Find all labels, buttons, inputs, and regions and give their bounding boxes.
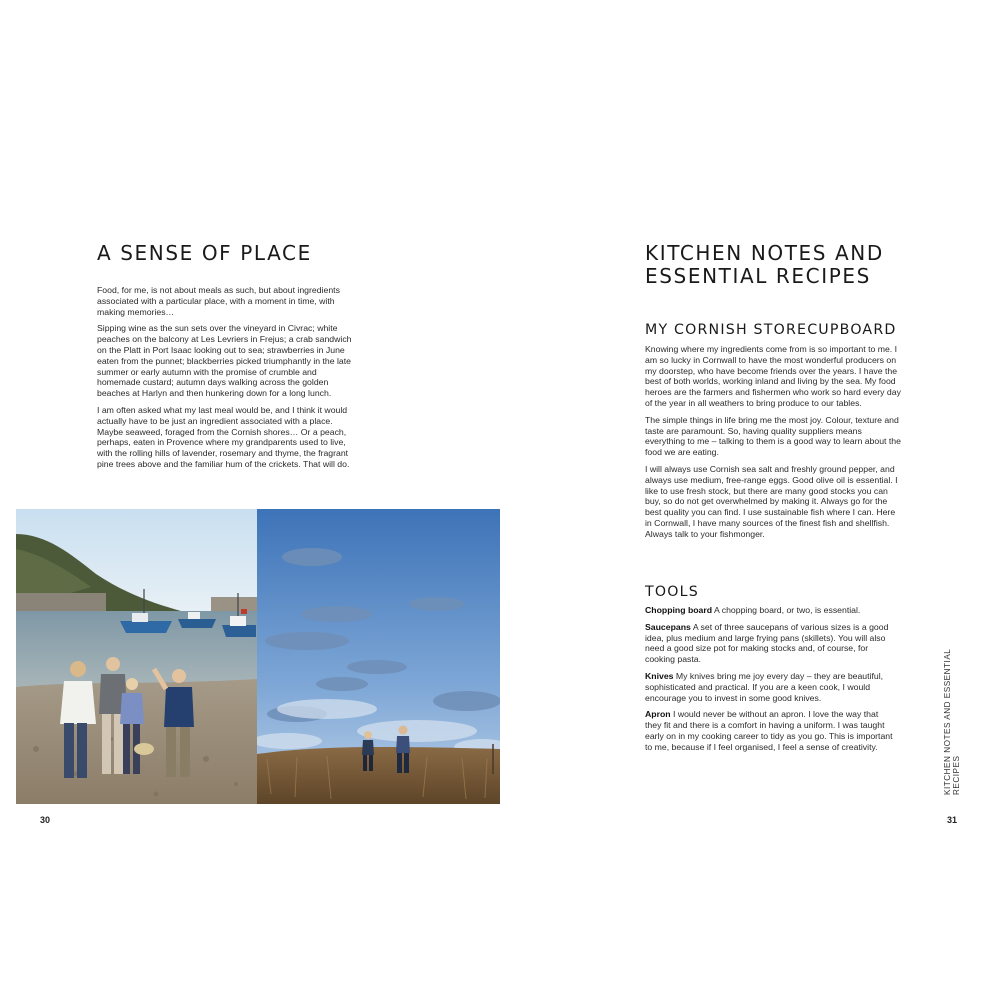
paragraph: Knowing where my ingredients come from is so important to me. I am so lucky in Cornwall to have the most wonderful producers on my doorstep, who have become friends over the years. I have the best of both worlds, working inland and living by the sea. My food heroes are the farmers and fishermen who work so hard every day of the year in all weathers to bring produce to our tables.	[645, 344, 901, 408]
tool-entry	[645, 605, 895, 616]
tool-term: Apron	[645, 709, 671, 720]
coastal-walk-photo	[257, 509, 500, 804]
right-page	[500, 0, 1000, 1000]
tool-description: A set of three saucepans of various sizes is a good idea, plus medium and large frying pans (skillets). You will also need a good size pot for making stocks and, of course, for cooking pasta.	[645, 621, 889, 665]
tool-description: My knives bring me joy every day – they are beautiful, sophisticated and practical. If you are a keen cook, I would encourage you to invest in some good knives.	[645, 670, 884, 703]
running-head: KITCHEN NOTES AND ESSENTIAL RECIPES	[943, 648, 961, 795]
chapter-heading-line-2: ESSENTIAL RECIPES	[645, 264, 871, 288]
chapter-heading-line-1: KITCHEN NOTES AND	[645, 241, 884, 265]
storecupboard-text	[645, 344, 903, 546]
tools-heading: TOOLS	[645, 584, 699, 600]
tool-term: Knives	[645, 670, 674, 681]
paragraph: I will always use Cornish sea salt and freshly ground pepper, and always use medium, free-range eggs. Good olive oil is essential. I like to use fresh stock, but there are many good stocks you can buy, so do not get overwhelmed by making it. Always go for the best quality you can find. I use sustainable fish where I can. Here in Cornwall, I have many sources of the finest fish and shellfish. Always talk to your fishmonger.	[645, 463, 898, 539]
paragraph: The simple things in life bring me the most joy. Colour, texture and taste are paramount. So, having quality suppliers means everything to me – talking to them is a good way to learn about the food we are eating.	[645, 414, 901, 458]
paragraph: Sipping wine as the sun sets over the vineyard in Civrac; white peaches on the balcony at Les Levriers in Frejus; a crab sandwich on the Platt in Port Isaac looking out to sea; strawberries in June eaten from the punnet; blackberries picked triumphantly in the late summer or early autumn with the promise of crumble and homemade custard; autumn days walking across the golden beaches at Harlyn and then hunkering down for a long lunch.	[97, 323, 352, 399]
tool-description: I would never be without an apron. I love the way that they fit and there is a comfort in having a uniform. I was taught early on in my cooking career to tidy as you go. This is important to me, because if I feel organised, I feel a sense of creativity.	[645, 709, 893, 752]
page-number-right: 31	[947, 815, 958, 825]
chapter-heading	[645, 242, 884, 288]
paragraph: Food, for me, is not about meals as such, but about ingredients associated with a particular place, with a moment in time, with making memories…	[97, 285, 340, 317]
harbour-family-photo	[16, 509, 257, 804]
tool-description: A chopping board, or two, is essential.	[714, 605, 861, 615]
tool-term: Saucepans	[645, 621, 691, 632]
tool-term: Chopping board	[645, 605, 713, 615]
photo-spread	[16, 509, 500, 804]
tool-entry	[645, 622, 895, 665]
storecupboard-heading: MY CORNISH STORECUPBOARD	[645, 322, 897, 338]
tool-entry	[645, 709, 895, 752]
intro-text	[97, 285, 353, 476]
paragraph: I am often asked what my last meal would be, and I think it would actually have to be just an ingredient associated with a place. Maybe seaweed, foraged from the Cornish shores… Or a peach, perhaps, eaten in Provence where my grandparents used to live, with the rolling hills of lavender, rosemary and thyme, the fragrant pine trees above and the familiar hum of the crickets. That will do.	[97, 404, 350, 469]
tools-list	[645, 605, 895, 759]
section-heading-sense-of-place: A SENSE OF PLACE	[97, 241, 312, 265]
tool-entry	[645, 671, 895, 703]
page-number-left: 30	[40, 815, 51, 825]
